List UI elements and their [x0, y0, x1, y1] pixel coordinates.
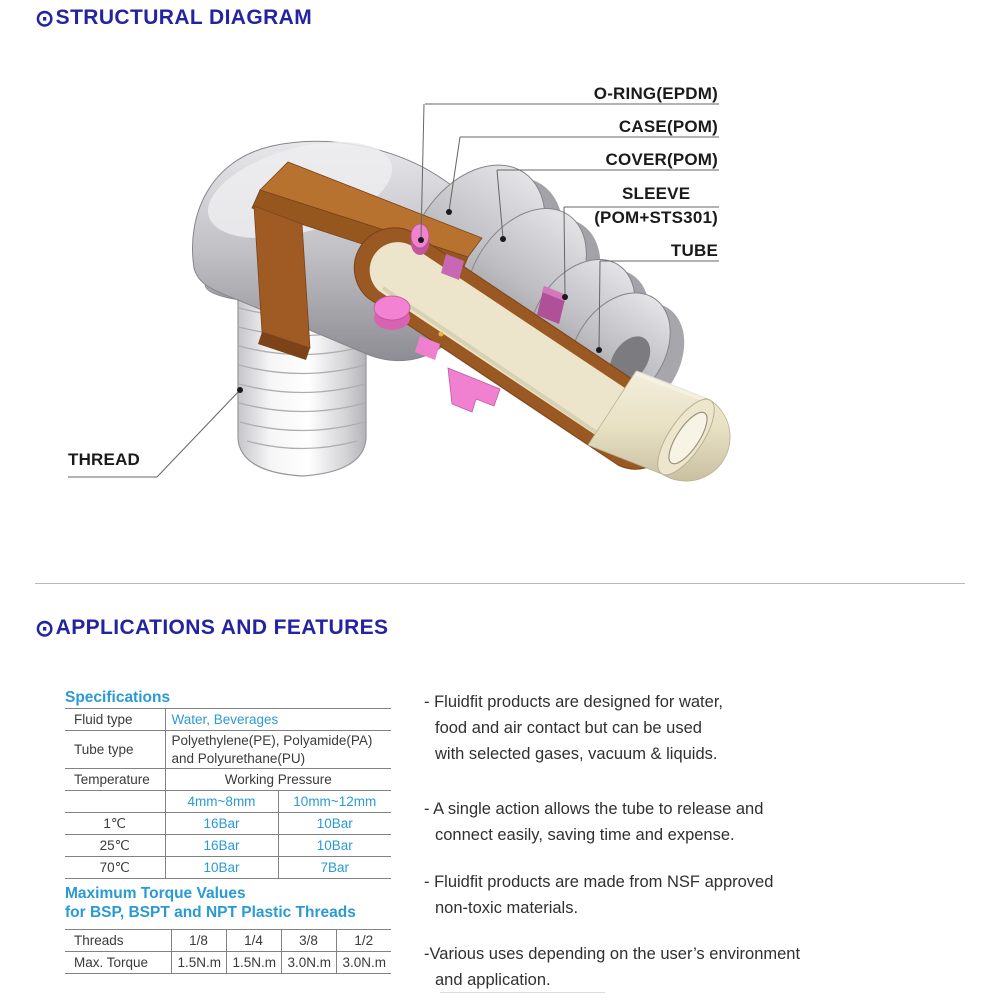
feature-line: - Fluidfit products are made from NSF approved	[424, 873, 774, 891]
working-pressure-label: Working Pressure	[165, 769, 391, 791]
temp-70c: 70℃	[65, 857, 165, 879]
temp-1c: 1℃	[65, 813, 165, 835]
table-row	[65, 857, 391, 879]
pressure-70c-b: 7Bar	[278, 857, 391, 879]
table-row	[65, 709, 391, 731]
max-torque-label: Max. Torque	[65, 952, 171, 974]
thread-size-1-4: 1/4	[226, 930, 281, 952]
thread-size-1-2: 1/2	[336, 930, 391, 952]
table-row	[65, 930, 391, 952]
feature-line: with selected gases, vacuum & liquids.	[435, 745, 718, 763]
torque-heading-line1: Maximum Torque Values	[65, 885, 246, 902]
specifications-heading: Specifications	[65, 689, 171, 706]
table-row	[65, 791, 391, 813]
thread-size-3-8: 3/8	[281, 930, 336, 952]
table-row	[65, 731, 391, 769]
pressure-1c-a: 16Bar	[165, 813, 278, 835]
feature-line: -Various uses depending on the user’s environment	[424, 945, 801, 963]
label-case: CASE(POM)	[618, 117, 718, 136]
torque-heading-line2: for BSP, BSPT and NPT Plastic Threads	[65, 904, 356, 921]
empty-cell	[65, 791, 165, 813]
tube-type-value: Polyethylene(PE), Polyamide(PA) and Polyurethane(PU)	[165, 731, 391, 769]
feature-line: non-toxic materials.	[435, 899, 579, 917]
thread-size-1-8: 1/8	[171, 930, 226, 952]
temp-25c: 25℃	[65, 835, 165, 857]
tube-type-label: Tube type	[65, 731, 165, 769]
circled-dot-icon: ⊙	[35, 614, 55, 641]
specifications-table	[65, 708, 391, 879]
label-sleeve-line2: (POM+STS301)	[594, 208, 718, 227]
feature-item-3	[424, 869, 944, 921]
label-oring: O-RING(EPDM)	[593, 84, 718, 103]
feature-line: connect easily, saving time and expense.	[435, 826, 735, 844]
torque-heading	[65, 884, 356, 922]
label-cover: COVER(POM)	[605, 150, 718, 169]
table-row	[65, 769, 391, 791]
table-row	[65, 835, 391, 857]
pressure-25c-a: 16Bar	[165, 835, 278, 857]
torque-1-8: 1.5N.m	[171, 952, 226, 974]
structural-diagram-title-text: STRUCTURAL DIAGRAM	[55, 6, 313, 29]
feature-line: - Fluidfit products are designed for water,	[424, 693, 723, 711]
size-range-a: 4mm~8mm	[165, 791, 278, 813]
feature-item-2	[424, 796, 944, 848]
table-row	[65, 813, 391, 835]
torque-1-4: 1.5N.m	[226, 952, 281, 974]
pressure-70c-a: 10Bar	[165, 857, 278, 879]
label-sleeve	[594, 183, 718, 228]
label-sleeve-line1: SLEEVE	[621, 184, 691, 203]
temperature-label: Temperature	[65, 769, 165, 791]
threads-label: Threads	[65, 930, 171, 952]
applications-features-title-text: APPLICATIONS AND FEATURES	[55, 616, 389, 639]
circled-dot-icon: ⊙	[35, 4, 55, 31]
applications-features-title	[35, 616, 388, 640]
torque-table	[65, 929, 391, 974]
torque-1-2: 3.0N.m	[336, 952, 391, 974]
label-tube: TUBE	[670, 241, 718, 260]
feature-line: - A single action allows the tube to release and	[424, 800, 764, 818]
fluid-type-label: Fluid type	[65, 709, 165, 731]
pressure-1c-b: 10Bar	[278, 813, 391, 835]
feature-item-1	[424, 689, 944, 767]
feature-line: food and air contact but can be used	[435, 719, 702, 737]
fluid-type-value: Water, Beverages	[165, 709, 391, 731]
feature-line: and application.	[435, 971, 551, 989]
feature-item-4	[424, 941, 944, 993]
pressure-25c-b: 10Bar	[278, 835, 391, 857]
size-range-b: 10mm~12mm	[278, 791, 391, 813]
label-thread: THREAD	[68, 450, 141, 469]
section-divider	[35, 583, 965, 584]
table-row	[65, 952, 391, 974]
torque-3-8: 3.0N.m	[281, 952, 336, 974]
bottom-faint-divider	[440, 992, 605, 993]
